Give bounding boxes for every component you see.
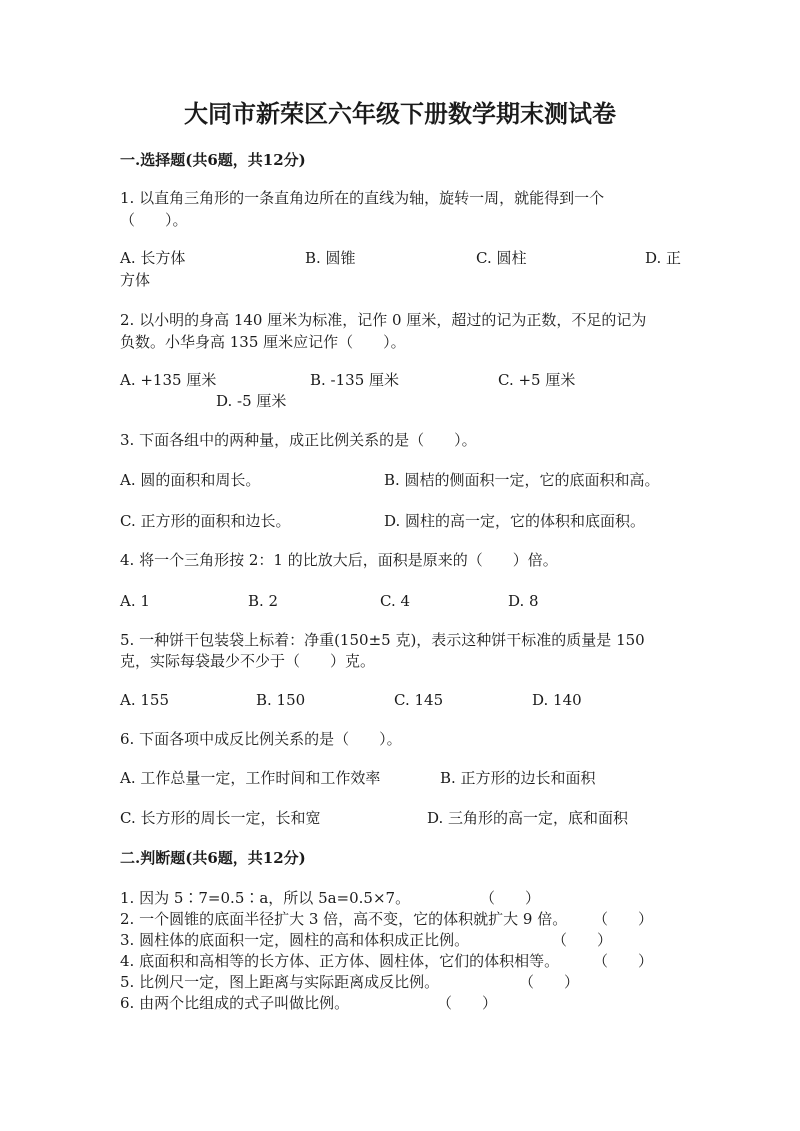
question-4-option-c: C. 4 bbox=[380, 592, 411, 610]
question-6-line-1: 6. 下面各项中成反比例关系的是（ ）。 bbox=[120, 730, 402, 748]
judgement-item-1: 1. 因为 5∶7=0.5∶a，所以 5a=0.5×7。 bbox=[120, 889, 411, 907]
question-2-option-a: A. +135 厘米 bbox=[120, 371, 217, 389]
question-5-option-a: A. 155 bbox=[120, 691, 169, 709]
question-3-option-a: A. 圆的面积和周长。 bbox=[120, 471, 261, 489]
judgement-item-1-paren: （ ） bbox=[480, 889, 541, 907]
question-2-option-b: B. -135 厘米 bbox=[310, 371, 400, 389]
judgement-item-4-paren: （ ） bbox=[593, 952, 654, 970]
question-5-line-1: 5. 一种饼干包装袋上标着：净重(150±5 克)，表示这种饼干标准的质量是 150 bbox=[120, 631, 645, 649]
question-1-option-d: D. 正 bbox=[645, 249, 682, 267]
question-2-line-2: 负数。小华身高 135 厘米应记作（ ）。 bbox=[120, 333, 406, 351]
question-1-option-b: B. 圆锥 bbox=[305, 249, 356, 267]
question-6-option-d: D. 三角形的高一定，底和面积 bbox=[427, 809, 629, 827]
judgement-item-3: 3. 圆柱体的底面积一定，圆柱的高和体积成正比例。 bbox=[120, 931, 470, 949]
judgement-item-4: 4. 底面积和高相等的长方体、正方体、圆柱体，它们的体积相等。 bbox=[120, 952, 560, 970]
question-3-line-1: 3. 下面各组中的两种量，成正比例关系的是（ ）。 bbox=[120, 431, 477, 449]
question-1-option-d-wrap: 方体 bbox=[120, 271, 151, 289]
question-2-option-c: C. +5 厘米 bbox=[498, 371, 576, 389]
question-3-option-c: C. 正方形的面积和边长。 bbox=[120, 512, 291, 530]
question-4-option-b: B. 2 bbox=[248, 592, 279, 610]
judgement-item-6: 6. 由两个比组成的式子叫做比例。 bbox=[120, 994, 350, 1012]
page-title: 大同市新荣区六年级下册数学期末测试卷 bbox=[184, 99, 616, 128]
judgement-item-5-paren: （ ） bbox=[519, 973, 580, 991]
question-4-option-d: D. 8 bbox=[508, 592, 539, 610]
question-4-option-a: A. 1 bbox=[120, 592, 150, 610]
section-heading-choice: 一.选择题(共6题，共12分) bbox=[120, 151, 306, 169]
question-5-line-2: 克，实际每袋最少不少于（ ）克。 bbox=[120, 652, 376, 670]
question-2-option-d: D. -5 厘米 bbox=[216, 392, 287, 410]
question-3-option-d: D. 圆柱的高一定，它的体积和底面积。 bbox=[384, 512, 646, 530]
judgement-item-2: 2. 一个圆锥的底面半径扩大 3 倍，高不变，它的体积就扩大 9 倍。 bbox=[120, 910, 568, 928]
question-1-line-1: 1. 以直角三角形的一条直角边所在的直线为轴，旋转一周，就能得到一个 bbox=[120, 189, 605, 207]
judgement-item-6-paren: （ ） bbox=[437, 994, 498, 1012]
question-5-option-d: D. 140 bbox=[532, 691, 582, 709]
question-3-option-b: B. 圆桔的侧面积一定，它的底面积和高。 bbox=[384, 471, 660, 489]
question-6-option-a: A. 工作总量一定，工作时间和工作效率 bbox=[120, 769, 381, 787]
judgement-item-5: 5. 比例尺一定，图上距离与实际距离成反比例。 bbox=[120, 973, 440, 991]
question-1-line-2: （ ）。 bbox=[120, 211, 188, 229]
question-5-option-b: B. 150 bbox=[256, 691, 306, 709]
question-6-option-b: B. 正方形的边长和面积 bbox=[440, 769, 596, 787]
judgement-item-3-paren: （ ） bbox=[552, 931, 613, 949]
question-1-option-c: C. 圆柱 bbox=[476, 249, 527, 267]
question-4-line-1: 4. 将一个三角形按 2：1 的比放大后，面积是原来的（ ）倍。 bbox=[120, 551, 558, 569]
question-1-option-a: A. 长方体 bbox=[120, 249, 186, 267]
question-5-option-c: C. 145 bbox=[394, 691, 444, 709]
question-2-line-1: 2. 以小明的身高 140 厘米为标准，记作 0 厘米，超过的记为正数，不足的记为 bbox=[120, 311, 647, 329]
judgement-item-2-paren: （ ） bbox=[593, 910, 654, 928]
section-heading-judgement: 二.判断题(共6题，共12分) bbox=[120, 849, 306, 867]
question-6-option-c: C. 长方形的周长一定，长和宽 bbox=[120, 809, 321, 827]
